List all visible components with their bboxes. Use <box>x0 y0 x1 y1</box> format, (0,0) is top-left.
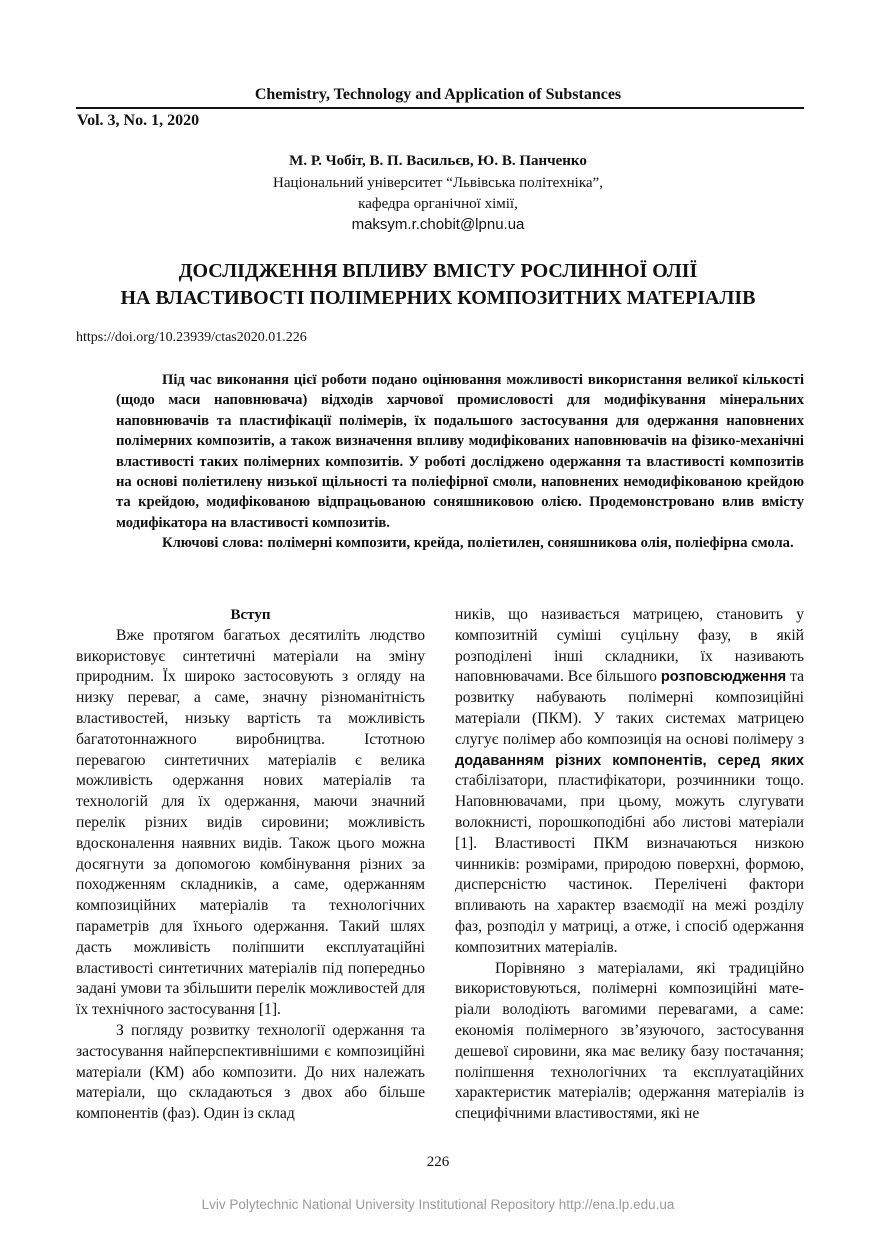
section-heading-intro: Вступ <box>230 607 271 623</box>
paper-title-line-1: ДОСЛІДЖЕННЯ ВПЛИВУ ВМІСТУ РОСЛИННОЇ ОЛІЇ <box>178 260 698 282</box>
text-run: та розвитку набувають полімерні композиційні матеріали (ПКМ). У таких системах матрицею слугує полімер або композиція на основі полімеру з <box>455 668 805 748</box>
volume-label: Vol. 3, No. 1, 2020 <box>77 112 200 129</box>
text-run: стабілізатори, пластифікатори, розчинники тощо. Наповнювачами, при цьому, можуть слугувати волокнисті, порошкоподібні або листові матеріали [1]. Властивості ПКМ визначаються низкою чинників: розмірами, природою поверхні, формою, дисперсністю частинок. Перелічені фактори впливають на характер взаємодії на межі розділу фаз, розподіл у матриці, а отже, і спосіб одержання композитних матеріалів. <box>455 772 804 956</box>
paragraph: З погляду розвитку технології одержання та застосування найперспективнішими є композиційні матеріали (КМ) або композити. До них належать матеріали, що складаються з двох або більше компонентів (фаз). Один із склад <box>76 1021 425 1123</box>
keywords: Ключові слова: полімерні композити, крейда, поліетилен, соняшникова олія, поліефірна смола. <box>162 535 794 552</box>
paragraph: Вже протягом багатьох десятиліть людство використовує синтетичні матеріали на зміну природним. Їх широко застосовують з огляду на низку переваг, а саме, значну різноманітність властивостей, низьку вартість та можливість багатотоннажного виробництва. Істотною перевагою синтетичних матеріалів є велика можливість одержання нових матеріалів та технологій для їх одержання, маючи значний перелік різних видів сировини; можливість вдосконалення наявних видів. Також цього можна досягнути за допомогою комбінування різних за походженням складників, а саме, одержанням композиційних матеріалів та технологічних параметрів для їхнього одержання. Такий шлях дасть можливість поліпшити експлуатаційні властивості синтетичних матеріалів під попередньо задані умови та збільшити перелік можливостей для їх технічного застосування [1]. <box>76 626 425 1019</box>
paper-title-line-2: НА ВЛАСТИВОСТІ ПОЛІМЕРНИХ КОМПОЗИТНИХ МАТЕРІАЛІВ <box>120 287 756 309</box>
affiliation-university: Національний університет “Львівська політехніка”, <box>273 175 603 191</box>
doi-link[interactable]: https://doi.org/10.23939/ctas2020.01.226 <box>76 330 307 345</box>
paragraph <box>455 605 804 959</box>
left-column <box>76 605 425 1125</box>
text-run: ників, що називається матрицею, становить у композитній суміші суцільну фазу, в якій розподілені інші складники, їх називають наповнювачами. Все більшого <box>455 606 804 686</box>
paragraph: Порівняно з матеріалами, які традиційно використовуються, полімерні композиційні матеріали володіють вагомими перевагами, а саме: економія полімерного зв’язуючого, застосування дешевої сировини, яка має велику базу постачання; поліпшення технологічних та експлуатаційних характеристик матеріалів; одержання матеріалів із специфічними властивостями, які не <box>455 959 804 1123</box>
abstract <box>116 370 804 554</box>
affiliation-department: кафедра органічної хімії, <box>358 196 518 212</box>
abstract-text: Під час виконання цієї роботи подано оцінювання можливості використання великої кількості (щодо маси наповнювача) відходів харчової промисловості для модифікування мінеральних наповнювачів та пластифікації полімерів, їх подальшого застосування для одержання наповнених полімерних композитів, а також визначення впливу модифікованих наповнювачів на фізико-механічні властивості таких полімерних композитів. У роботі досліджено одержання та властивості композитів на основі поліетилену низької щільності та поліефірної смоли, наповнених немодифікованою крейдою та крейдою, модифікованою відпрацьованою соняшниковою олією. Продемонстровано влив вмісту модифікатора на властивості композитів. <box>116 372 804 531</box>
right-column <box>455 605 804 1125</box>
page-number: 226 <box>426 1154 450 1170</box>
journal-title: Chemistry, Technology and Application of Substances <box>254 86 622 103</box>
bold-run: додаванням різних компонентів, серед яких <box>455 752 804 769</box>
authors: М. Р. Чобіт, В. П. Васильєв, Ю. В. Панченко <box>289 153 587 169</box>
bold-run: розповсюдження <box>660 669 787 686</box>
author-email[interactable]: maksym.r.chobit@lpnu.ua <box>351 216 525 233</box>
header-rule <box>76 107 804 109</box>
repository-footer[interactable]: Lviv Polytechnic National University Institutional Repository http://ena.lp.edu.ua <box>201 1197 675 1212</box>
